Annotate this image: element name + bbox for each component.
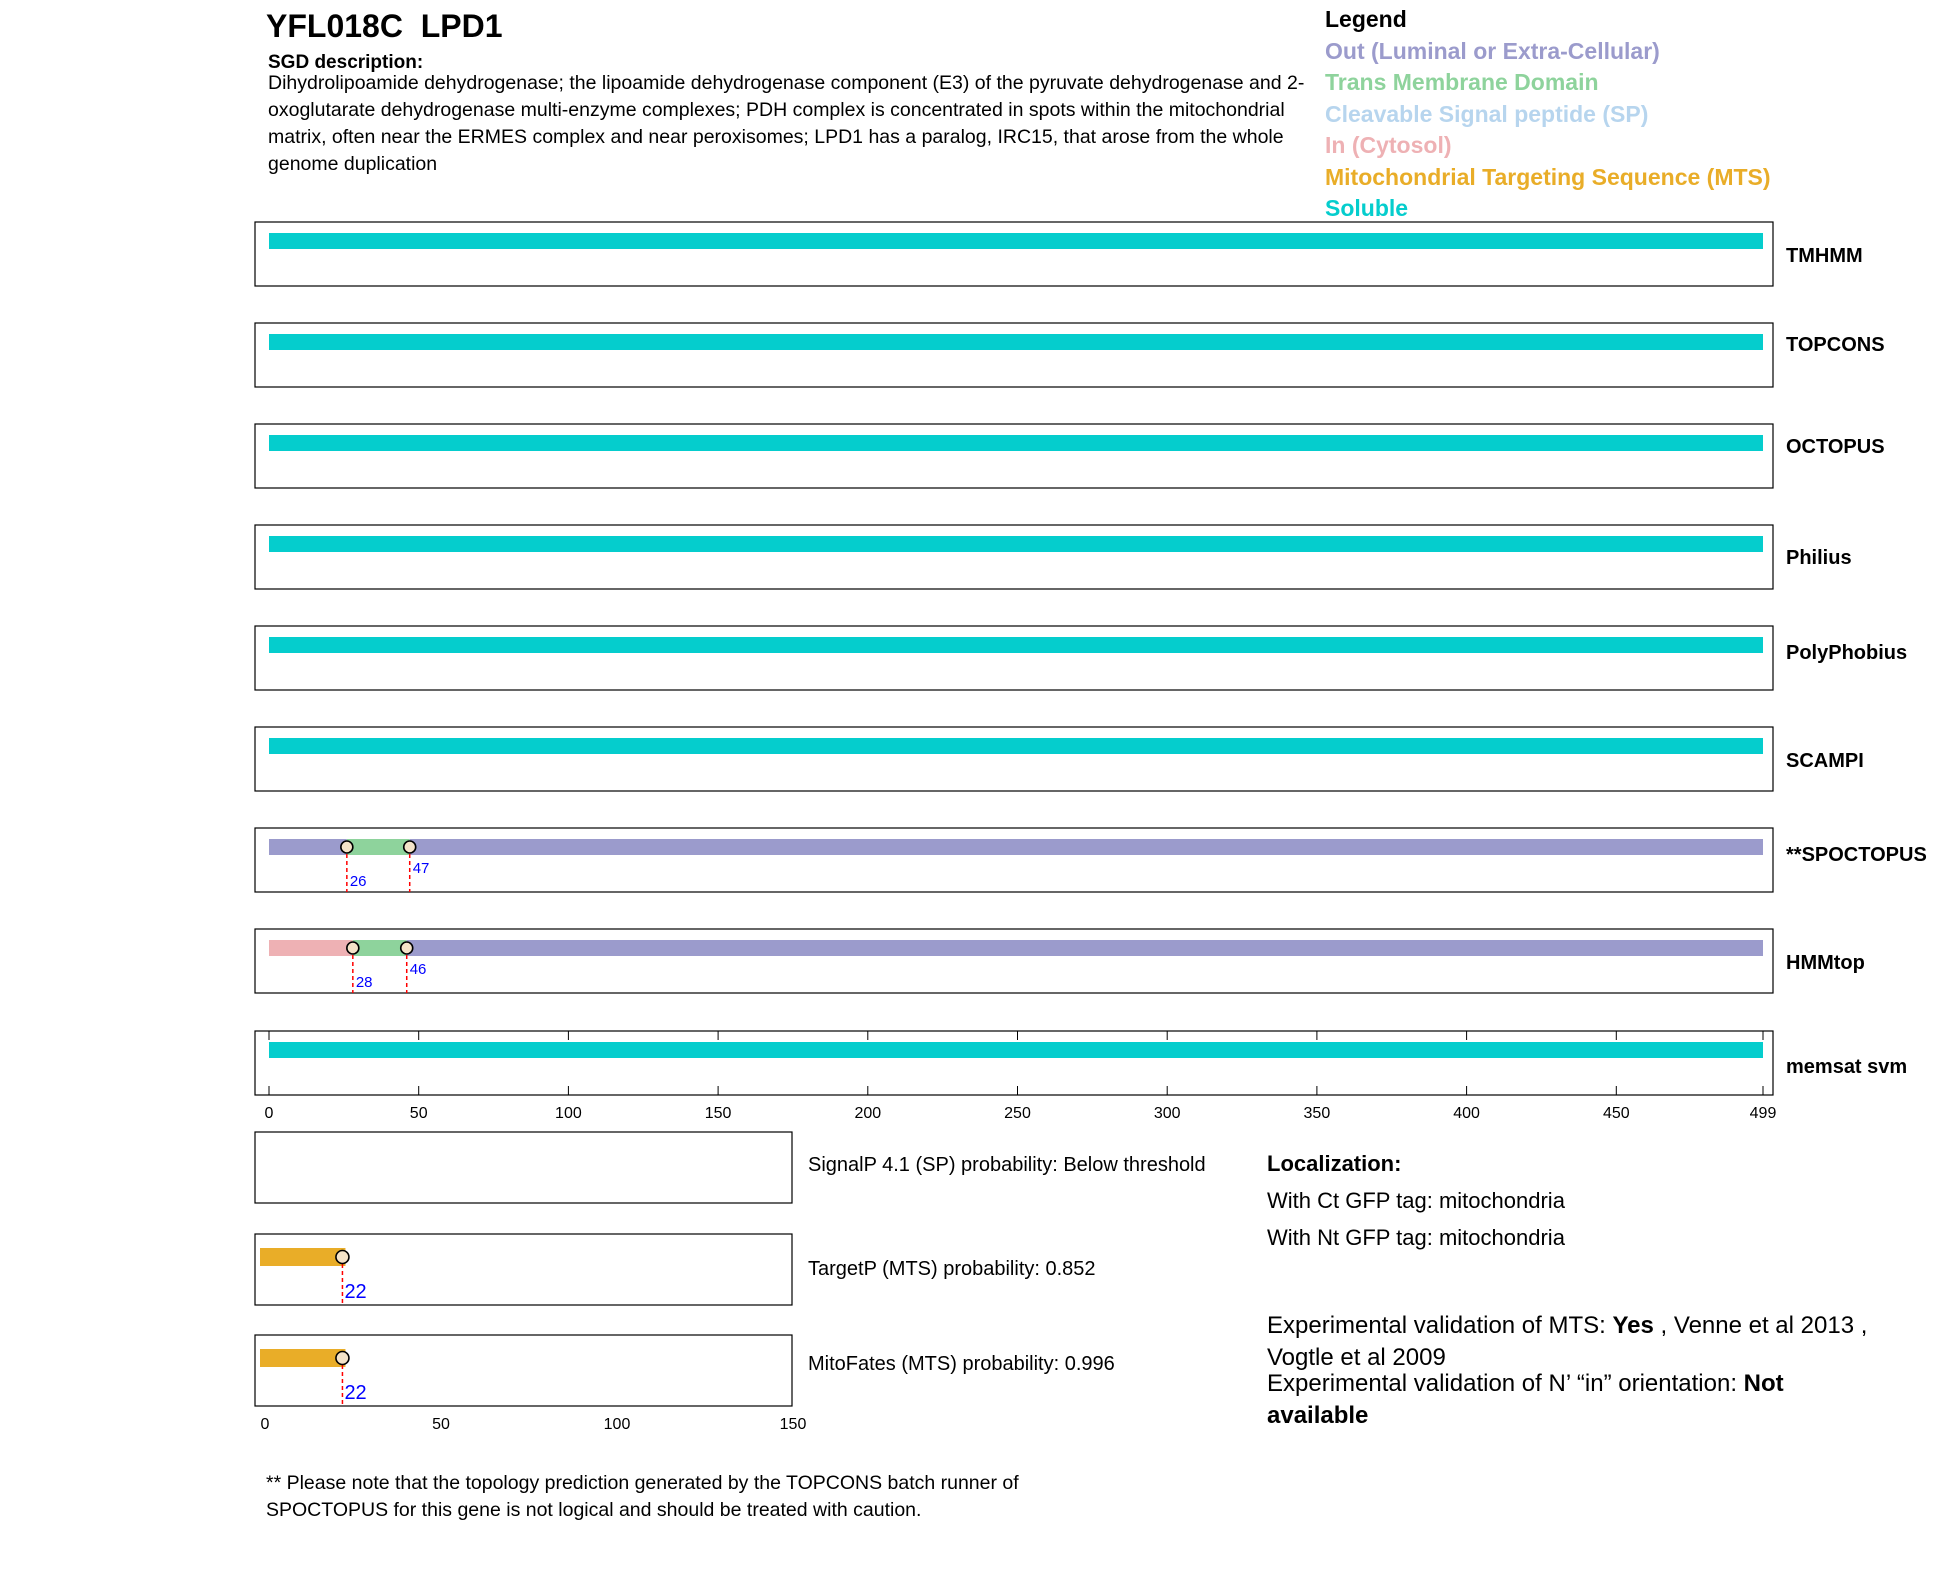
- track-label-spoctopus: **SPOCTOPUS: [1786, 844, 1927, 866]
- mts-bar-targetp: [260, 1248, 345, 1266]
- segment-spoctopus-2: [410, 839, 1763, 855]
- exp-nin-value: Not available: [1267, 1370, 1784, 1429]
- track-frame-memsat-svm: [255, 1031, 1773, 1095]
- track-label-octopus: OCTOPUS: [1786, 436, 1885, 458]
- exp-nin-prefix: Experimental validation of N’ “in” orientation:: [1267, 1370, 1744, 1397]
- x-tick-label-200: 200: [854, 1105, 882, 1122]
- exp-mts-references: , Venne et al 2013 , Vogtle et al 2009: [1267, 1312, 1868, 1371]
- signalp-probability-text: SignalP 4.1 (SP) probability: Below threshold: [808, 1154, 1206, 1176]
- panel-frame-targetp: [255, 1234, 792, 1305]
- x-tick-label-0: 0: [264, 1105, 274, 1122]
- segment-hmmtop-1: [353, 940, 407, 956]
- segment-scampi-0: [269, 738, 1763, 754]
- experimental-n-in-validation: [1267, 1368, 1827, 1432]
- segment-hmmtop-2: [407, 940, 1763, 956]
- segment-spoctopus-0: [269, 839, 347, 855]
- x-tick-label-100: 100: [555, 1105, 582, 1122]
- segment-memsat-svm-0: [269, 1042, 1763, 1058]
- legend-item-mts: Mitochondrial Targeting Sequence (MTS): [1325, 163, 1771, 190]
- segment-tmhmm-0: [269, 233, 1763, 249]
- track-frame-philius: [255, 525, 1773, 589]
- x-tick-label-400: 400: [1453, 1105, 1480, 1122]
- localization-title: Localization:: [1267, 1151, 1402, 1176]
- legend-item-tm: Trans Membrane Domain: [1325, 69, 1599, 95]
- boundary-label-spoctopus-0: 26: [349, 873, 367, 890]
- boundary-marker-spoctopus-1: [404, 841, 416, 853]
- boundary-marker-spoctopus-0: [341, 841, 353, 853]
- boundary-marker-hmmtop-0: [347, 942, 359, 954]
- x-tick-label-250: 250: [1004, 1105, 1031, 1122]
- panel-frame-mitofates: [255, 1335, 792, 1406]
- mts-boundary-label-mitofates: 22: [344, 1382, 367, 1404]
- segment-philius-0: [269, 536, 1763, 552]
- experimental-mts-validation: [1267, 1310, 1907, 1374]
- sgd-description-label: SGD description:: [268, 52, 424, 73]
- segment-topcons-0: [269, 334, 1763, 350]
- segment-polyphobius-0: [269, 637, 1763, 653]
- segment-spoctopus-1: [347, 839, 410, 855]
- segment-octopus-0: [269, 435, 1763, 451]
- track-label-philius: Philius: [1786, 547, 1852, 569]
- legend-title: Legend: [1325, 6, 1407, 32]
- boundary-marker-hmmtop-1: [401, 942, 413, 954]
- boundary-label-spoctopus-1: 47: [412, 860, 430, 877]
- mts-x-tick-label-50: 50: [432, 1416, 450, 1433]
- x-tick-label-50: 50: [409, 1105, 428, 1122]
- track-label-tmhmm: TMHMM: [1786, 245, 1863, 267]
- segment-hmmtop-0: [269, 940, 353, 956]
- mts-x-tick-label-100: 100: [603, 1416, 631, 1433]
- mts-x-tick-label-0: 0: [260, 1416, 270, 1433]
- legend-item-out: Out (Luminal or Extra-Cellular): [1325, 37, 1660, 64]
- track-label-topcons: TOPCONS: [1786, 334, 1885, 356]
- x-tick-label-450: 450: [1602, 1105, 1630, 1122]
- track-label-scampi: SCAMPI: [1786, 750, 1864, 772]
- gene-title: YFL018C LPD1: [266, 8, 503, 44]
- mts-boundary-marker-mitofates: [336, 1352, 349, 1365]
- boundary-label-hmmtop-0: 28: [355, 974, 373, 991]
- localization-nt-gfp: With Nt GFP tag: mitochondria: [1267, 1225, 1565, 1250]
- panel-frame-signalp: [255, 1132, 792, 1203]
- mts-boundary-marker-targetp: [336, 1251, 349, 1264]
- x-tick-label-150: 150: [704, 1105, 732, 1122]
- track-frame-topcons: [255, 323, 1773, 387]
- x-tick-label-499: 499: [1749, 1105, 1777, 1122]
- mts-x-tick-label-150: 150: [779, 1416, 807, 1433]
- track-frame-polyphobius: [255, 626, 1773, 690]
- track-label-memsat-svm: memsat svm: [1786, 1056, 1908, 1078]
- exp-mts-prefix: Experimental validation of MTS:: [1267, 1312, 1613, 1339]
- x-tick-label-350: 350: [1303, 1105, 1331, 1122]
- track-frame-hmmtop: [255, 929, 1773, 993]
- legend-item-in: In (Cytosol): [1325, 132, 1452, 158]
- legend-item-sp: Cleavable Signal peptide (SP): [1325, 100, 1649, 127]
- track-label-hmmtop: HMMtop: [1786, 952, 1865, 974]
- exp-mts-value: Yes: [1612, 1312, 1654, 1339]
- legend-item-soluble: Soluble: [1325, 195, 1409, 221]
- track-frame-octopus: [255, 424, 1773, 488]
- track-frame-scampi: [255, 727, 1773, 791]
- localization-ct-gfp: With Ct GFP tag: mitochondria: [1267, 1188, 1565, 1213]
- track-frame-tmhmm: [255, 222, 1773, 286]
- track-label-polyphobius: PolyPhobius: [1786, 642, 1908, 664]
- mts-bar-mitofates: [260, 1349, 345, 1367]
- targetp-probability-text: TargetP (MTS) probability: 0.852: [808, 1258, 1096, 1280]
- sgd-description-text: Dihydrolipoamide dehydrogenase; the lipoamide dehydrogenase component (E3) of the pyruvate dehydrogenase and 2-oxoglutarate dehydrogenase multi-enzyme complexes; PDH complex is concentrated in spots within the mitochondrial matrix, often near the ERMES complex and near peroxisomes; LPD1 has a paralog, IRC15, that arose from the whole genome duplication: [268, 72, 1305, 175]
- boundary-label-hmmtop-1: 46: [409, 961, 427, 978]
- footnote: ** Please note that the topology prediction generated by the TOPCONS batch runner of SPOCTOPUS for this gene is not logical and should be treated with caution.: [266, 1472, 1019, 1521]
- x-tick-label-300: 300: [1153, 1105, 1181, 1122]
- mitofates-probability-text: MitoFates (MTS) probability: 0.996: [808, 1353, 1115, 1375]
- mts-boundary-label-targetp: 22: [344, 1281, 367, 1303]
- track-frame-spoctopus: [255, 828, 1773, 892]
